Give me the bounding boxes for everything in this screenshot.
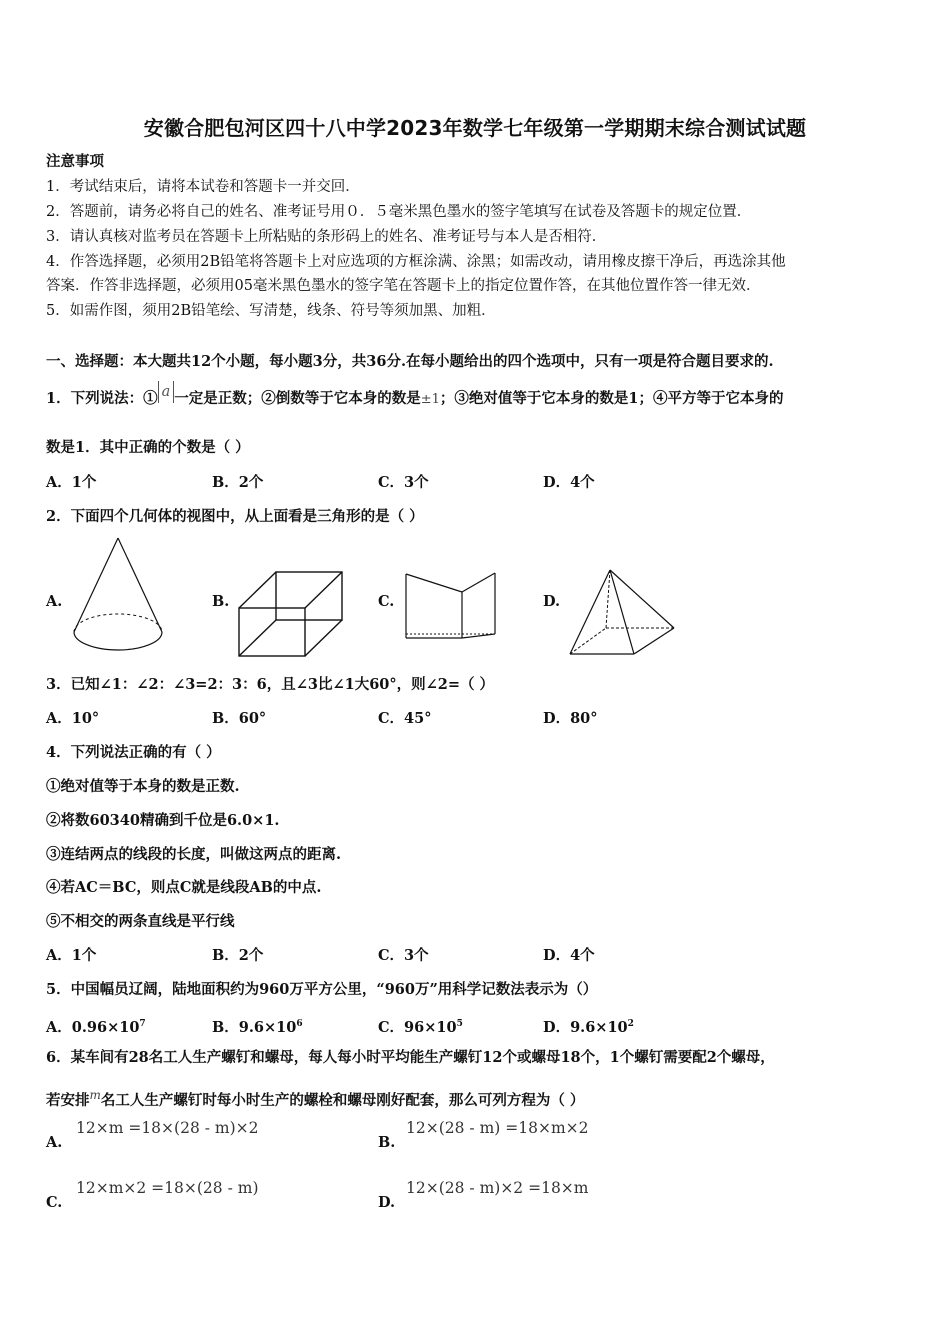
question-4-stem: 4．下列说法正确的有（ ） bbox=[46, 744, 221, 761]
q5-option-c-label: C． bbox=[378, 1018, 405, 1036]
q1-option-a[interactable]: A．1个 bbox=[46, 474, 97, 491]
question-1-stem bbox=[46, 384, 784, 410]
q2-option-b[interactable]: B. bbox=[212, 593, 230, 610]
q3-option-a[interactable]: A．10° bbox=[46, 710, 100, 727]
notice-item: 5．如需作图，须用2B铅笔绘、写清楚，线条、符号等须加黑、加粗． bbox=[46, 303, 496, 319]
q4-statement: ②将数60340精确到千位是6.0×1. bbox=[46, 812, 280, 829]
variable-m: m bbox=[89, 1088, 101, 1102]
q1-part2: 一定是正数；②倒数等于它本身的数是 bbox=[174, 390, 421, 407]
q5-option-c-exp: 5 bbox=[456, 1019, 463, 1029]
notice-item: 4．作答选择题，必须用2B铅笔将答题卡上对应选项的方框涂满、涂黑；如需改动，请用橡皮擦干净后，再选涂其他 bbox=[46, 254, 786, 270]
q5-option-d-label: D． bbox=[543, 1018, 571, 1036]
pyramid-figure bbox=[566, 566, 678, 660]
question-6-stem-cont bbox=[46, 1085, 584, 1111]
q6-option-c-label[interactable]: C. bbox=[46, 1194, 63, 1211]
q5-option-a-label: A． bbox=[46, 1018, 72, 1036]
q4-statement: ①绝对值等于本身的数是正数. bbox=[46, 778, 240, 795]
question-1-stem-cont: 数是1．其中正确的个数是（ ） bbox=[46, 439, 250, 456]
notice-heading: 注意事项 bbox=[46, 153, 104, 170]
q4-statement: ④若AC＝BC，则点C就是线段AB的中点. bbox=[46, 879, 322, 896]
q3-option-d[interactable]: D．80° bbox=[543, 710, 598, 727]
abs-variable: a bbox=[161, 384, 171, 400]
q5-option-c-base: 96×10 bbox=[404, 1018, 457, 1036]
q4-option-a[interactable]: A．1个 bbox=[46, 947, 97, 964]
q6-option-d-equation: 12×(28 - m)×2 =18×m bbox=[406, 1179, 589, 1197]
q1-part1: 1．下列说法：① bbox=[46, 390, 158, 407]
q6-option-b-label[interactable]: B. bbox=[378, 1134, 396, 1151]
q6-line2b: 名工人生产螺钉时每小时生产的螺栓和螺母刚好配套，那么可列方程为（ ） bbox=[100, 1092, 585, 1109]
page-title: 安徽合肥包河区四十八中学2023年数学七年级第一学期期末综合测试试题 bbox=[143, 116, 807, 140]
q4-option-d[interactable]: D．4个 bbox=[543, 947, 595, 964]
q6-option-b-equation: 12×(28 - m) =18×m×2 bbox=[406, 1119, 589, 1137]
q6-option-c-equation: 12×m×2 =18×(28 - m) bbox=[76, 1179, 259, 1197]
q1-option-d[interactable]: D．4个 bbox=[543, 474, 595, 491]
q5-option-b[interactable] bbox=[212, 1014, 303, 1038]
q6-option-a-label[interactable]: A. bbox=[46, 1134, 63, 1151]
q1-option-b[interactable]: B．2个 bbox=[212, 474, 264, 491]
q6-option-d-label[interactable]: D. bbox=[378, 1194, 396, 1211]
q4-statement: ⑤不相交的两条直线是平行线 bbox=[46, 913, 235, 930]
q5-option-d[interactable] bbox=[543, 1014, 634, 1038]
cuboid-figure bbox=[236, 568, 348, 660]
question-5-stem: 5．中国幅员辽阔，陆地面积约为960万平方公里，“960万”用科学记数法表示为（） bbox=[46, 981, 598, 998]
q5-option-a-base: 0.96×10 bbox=[71, 1018, 140, 1036]
question-6-stem: 6．某车间有28名工人生产螺钉和螺母，每人每小时平均能生产螺钉12个或螺母18个，1个螺钉需要配2个螺母， bbox=[46, 1049, 775, 1066]
prism-figure bbox=[402, 570, 498, 642]
q5-option-c[interactable] bbox=[378, 1014, 463, 1038]
q6-line2a: 若安排 bbox=[46, 1092, 90, 1109]
notice-item: 2．答题前，请务必将自己的姓名、准考证号用０．５毫米黑色墨水的签字笔填写在试卷及答题卡的规定位置． bbox=[46, 204, 752, 220]
abs-a-symbol bbox=[158, 381, 175, 403]
q5-option-a-exp: 7 bbox=[139, 1019, 146, 1029]
cone-figure bbox=[68, 536, 168, 656]
q2-option-c[interactable]: C. bbox=[378, 593, 395, 610]
question-3-stem: 3．已知∠1：∠2：∠3=2：3：6，且∠3比∠1大60°，则∠2=（ ） bbox=[46, 676, 495, 693]
q3-option-b[interactable]: B．60° bbox=[212, 710, 267, 727]
q5-option-b-base: 9.6×10 bbox=[238, 1018, 297, 1036]
q5-option-d-base: 9.6×10 bbox=[570, 1018, 628, 1036]
q4-option-b[interactable]: B．2个 bbox=[212, 947, 264, 964]
q6-option-a-equation: 12×m =18×(28 - m)×2 bbox=[76, 1119, 259, 1137]
q5-option-b-exp: 6 bbox=[296, 1019, 303, 1029]
plus-minus-one: ±1 bbox=[420, 392, 440, 407]
q4-statement: ③连结两点的线段的长度，叫做这两点的距离. bbox=[46, 846, 342, 863]
q5-option-a[interactable] bbox=[46, 1014, 146, 1038]
q1-option-c[interactable]: C．3个 bbox=[378, 474, 429, 491]
notice-item: 答案．作答非选择题，必须用05毫米黑色墨水的签字笔在答题卡上的指定位置作答，在其他位置作答一律无效． bbox=[46, 278, 761, 294]
notice-item: 3．请认真核对监考员在答题卡上所粘贴的条形码上的姓名、准考证号与本人是否相符． bbox=[46, 229, 607, 245]
q3-option-c[interactable]: C．45° bbox=[378, 710, 432, 727]
notice-item: 1．考试结束后，请将本试卷和答题卡一并交回． bbox=[46, 179, 360, 195]
question-2-stem: 2．下面四个几何体的视图中，从上面看是三角形的是（ ） bbox=[46, 508, 424, 525]
q5-option-b-label: B． bbox=[212, 1018, 239, 1036]
q5-option-d-exp: 2 bbox=[627, 1019, 634, 1029]
section-heading: 一、选择题：本大题共12个小题，每小题3分，共36分.在每小题给出的四个选项中，只有一项是符合题目要求的. bbox=[46, 353, 774, 370]
q4-option-c[interactable]: C．3个 bbox=[378, 947, 429, 964]
q2-option-a[interactable]: A. bbox=[46, 593, 63, 610]
q2-option-d[interactable]: D. bbox=[543, 593, 561, 610]
q1-part3: ；③绝对值等于它本身的数是1；④平方等于它本身的 bbox=[439, 390, 784, 407]
